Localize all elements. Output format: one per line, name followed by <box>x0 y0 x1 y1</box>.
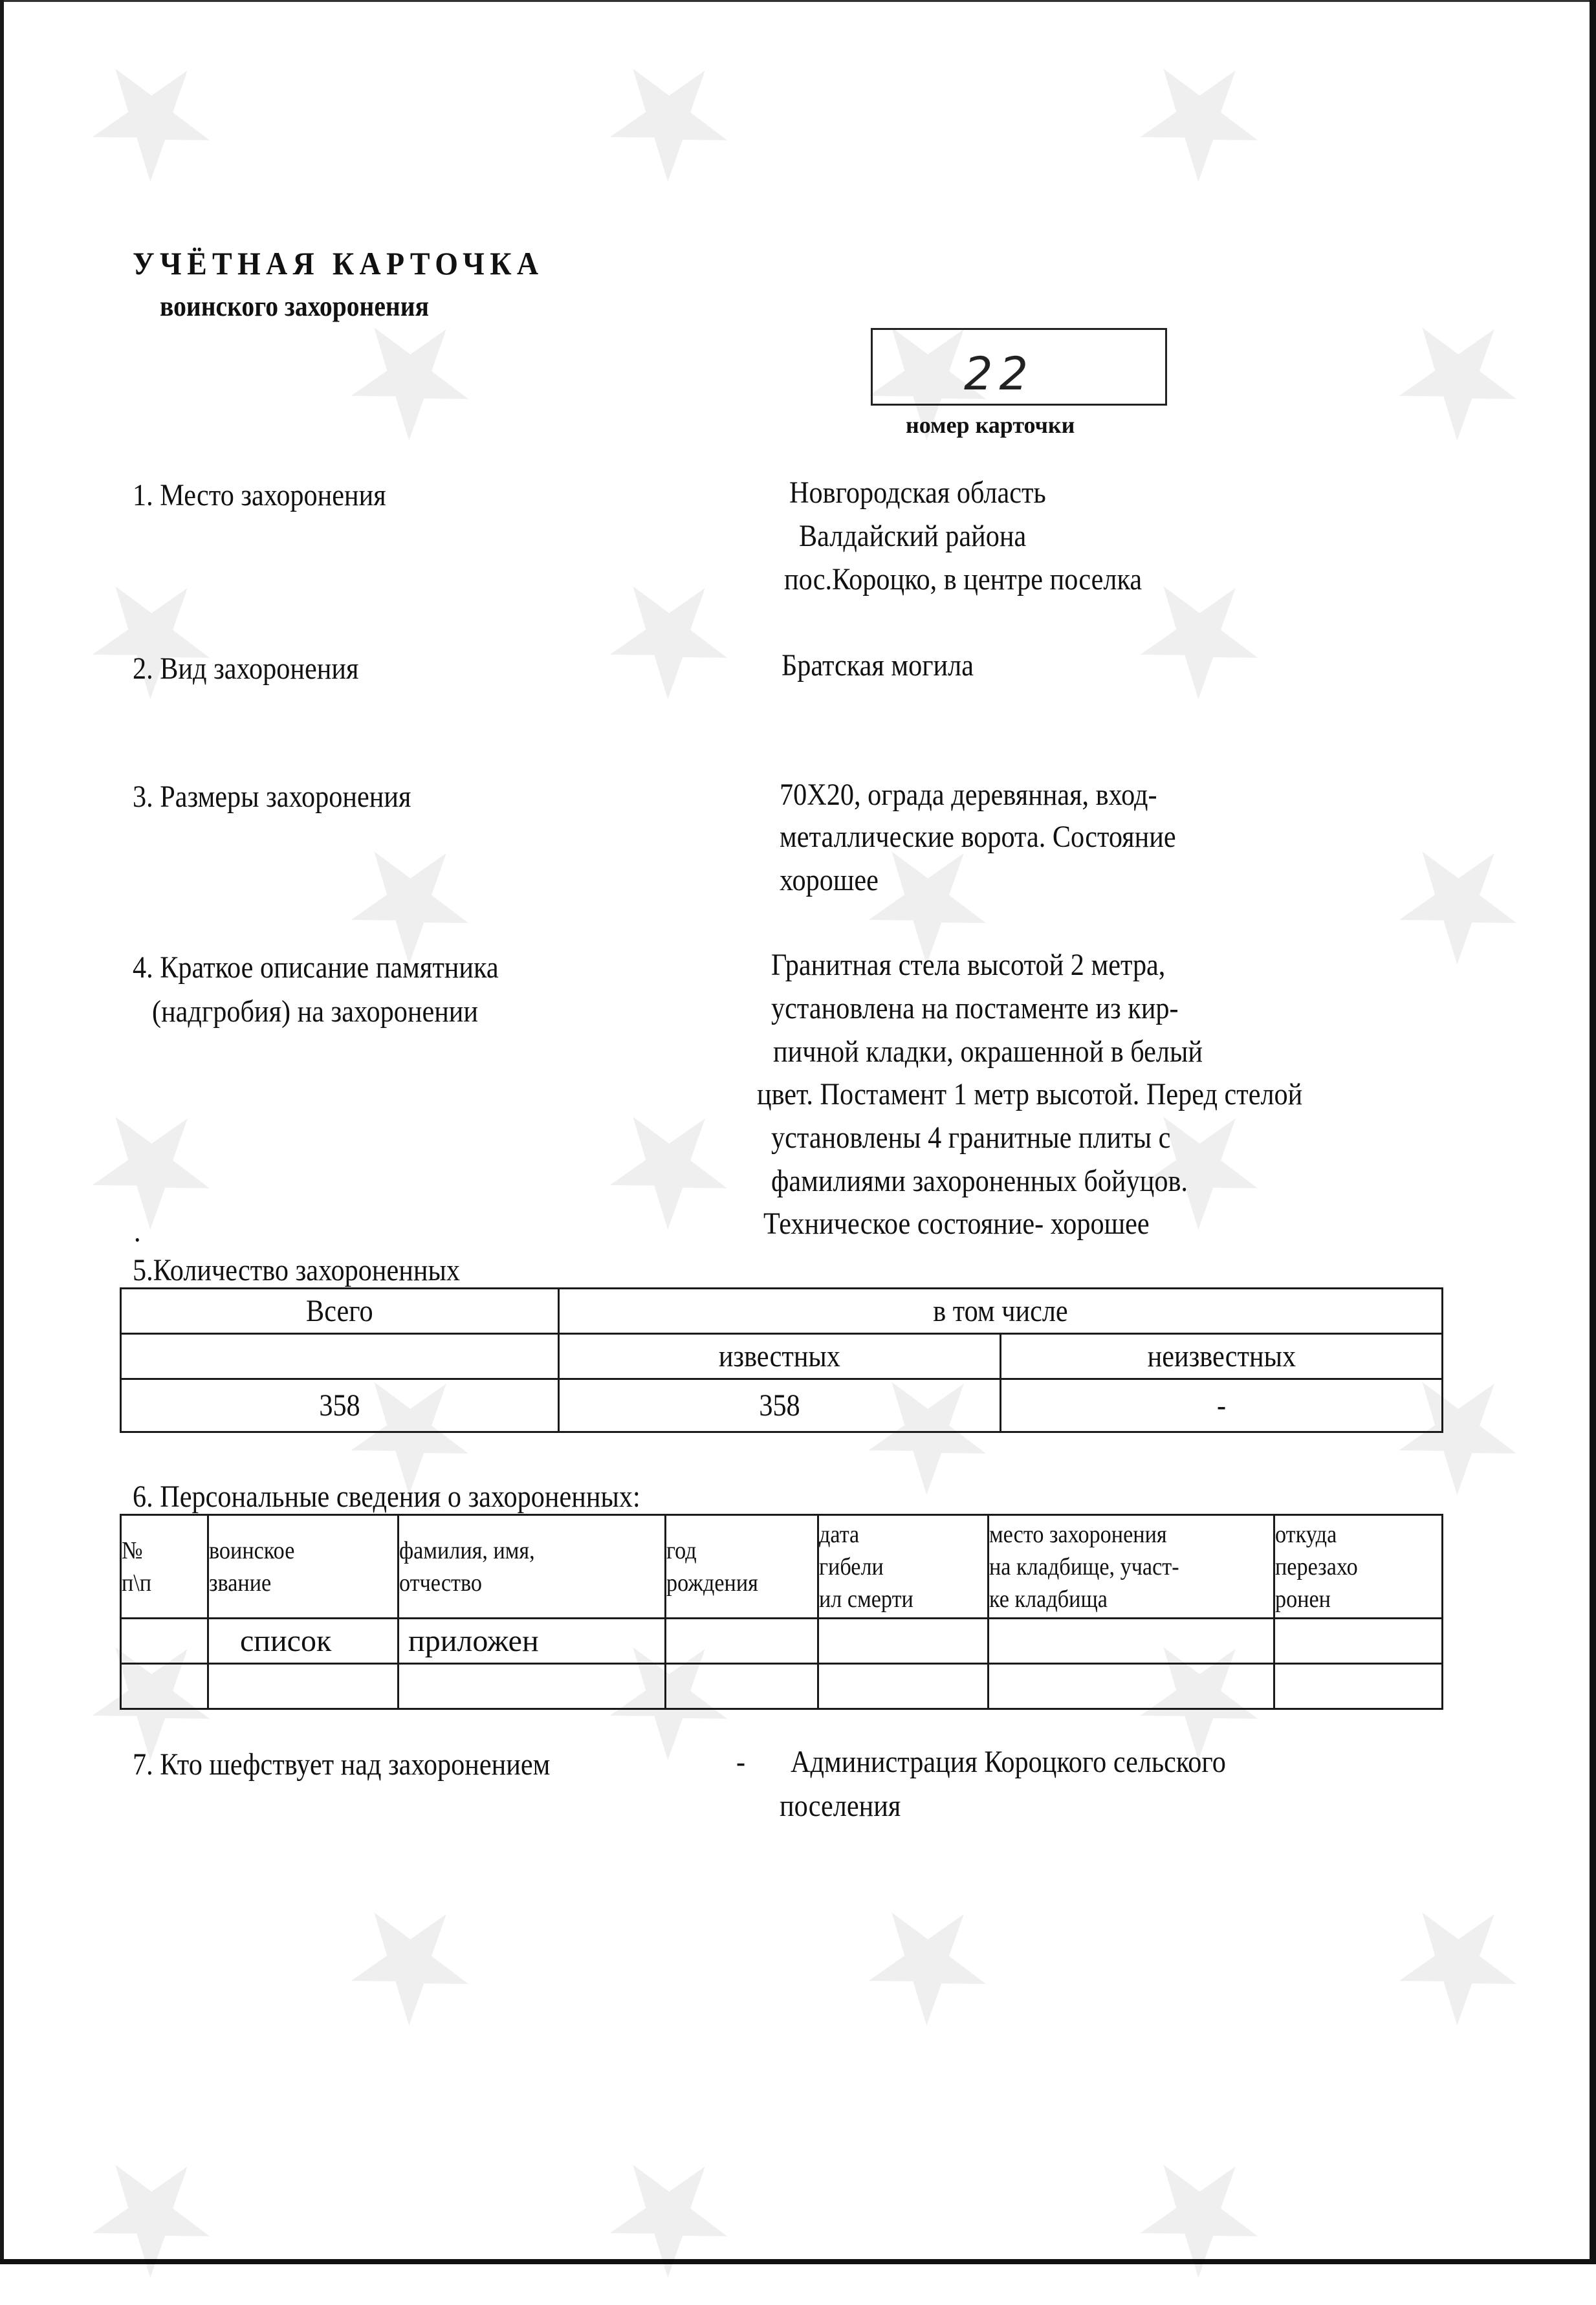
header-total: Всего <box>121 1289 559 1334</box>
section-4-value-line: Гранитная стела высотой 2 метра, <box>771 948 1166 982</box>
header-including: в том числе <box>559 1289 1443 1334</box>
table-cell: список <box>208 1619 399 1664</box>
scan-edge-right <box>1590 0 1596 2264</box>
table-cell <box>121 1619 208 1664</box>
table-cell <box>399 1664 666 1709</box>
star-logo-watermark-icon <box>318 1870 498 2051</box>
personal-info-table <box>120 1514 1443 1710</box>
star-logo-watermark-icon <box>59 2123 239 2303</box>
table-cell <box>208 1664 399 1709</box>
column-header: дата гибели ил смерти <box>818 1515 989 1619</box>
stray-mark: . <box>134 1214 141 1249</box>
section-3-label: 3. Размеры захоронения <box>133 780 411 814</box>
section-4-value-line: установлены 4 гранитные плиты с <box>771 1120 1171 1155</box>
star-logo-watermark-icon <box>576 27 757 207</box>
value-known: 358 <box>559 1379 1001 1432</box>
scan-edge-left <box>0 0 4 2264</box>
section-7-value-line: поселения <box>780 1789 901 1823</box>
star-logo-watermark-icon <box>1366 1870 1546 2051</box>
document-title: УЧЁТНАЯ КАРТОЧКА <box>133 245 544 281</box>
section-2-value-line: Братская могила <box>782 648 974 683</box>
section-4-label-line: (надгробия) на захоронении <box>152 994 479 1029</box>
section-5-label: 5.Количество захороненных <box>133 1253 460 1287</box>
column-header: год рождения <box>666 1515 818 1619</box>
table-cell <box>989 1619 1274 1664</box>
table-cell <box>989 1664 1274 1709</box>
section-4-value-line: фамилиями захороненных бойуцов. <box>771 1164 1188 1198</box>
section-4-value-line: цвет. Постамент 1 метр высотой. Перед стелой <box>757 1077 1303 1111</box>
section-1-value-line: Валдайский района <box>799 519 1027 553</box>
section-4-value-line: Техническое состояние- хорошее <box>763 1207 1150 1241</box>
section-1-value-line: пос.Короцко, в центре поселка <box>784 562 1142 596</box>
star-logo-watermark-icon <box>1107 2123 1287 2303</box>
table-cell: приложен <box>399 1619 666 1664</box>
value-total: 358 <box>121 1379 559 1432</box>
column-header: воинское звание <box>208 1515 399 1619</box>
header-known: известных <box>559 1334 1001 1379</box>
table-cell <box>818 1664 989 1709</box>
section-3-value-line: металлические ворота. Состояние <box>780 820 1176 854</box>
section-7-label: 7. Кто шефствует над захоронением <box>133 1747 551 1782</box>
section-1-value-line: Новгородская область <box>789 475 1046 510</box>
section-4-value-line: пичной кладки, окрашенной в белый <box>773 1034 1203 1069</box>
section-1-label: 1. Место захоронения <box>133 478 386 512</box>
star-logo-watermark-icon <box>59 1075 239 1255</box>
card-number-label: номер карточки <box>906 412 1075 438</box>
section-7-value-line: Администрация Короцкого сельского <box>791 1745 1226 1779</box>
section-4-label-line: 4. Краткое описание памятника <box>133 950 499 985</box>
section-3-value-line: 70Х20, ограда деревянная, вход- <box>780 778 1157 812</box>
column-header: место захоронения на кладбище, участ- ке кладбища <box>989 1515 1274 1619</box>
section-3-value-line: хорошее <box>780 863 879 897</box>
star-logo-watermark-icon <box>1366 809 1546 990</box>
table-cell <box>818 1619 989 1664</box>
section-4-value-line: установлена на постаменте из кир- <box>771 991 1179 1025</box>
column-header: откуда перезахо ронен <box>1274 1515 1443 1619</box>
star-logo-watermark-icon <box>1107 27 1287 207</box>
value-unknown: - <box>1001 1379 1443 1432</box>
column-header: фамилия, имя, отчество <box>399 1515 666 1619</box>
scan-edge-top <box>0 0 1596 2</box>
star-logo-watermark-icon <box>59 544 239 725</box>
star-logo-watermark-icon <box>576 1075 757 1255</box>
star-logo-watermark-icon <box>576 2123 757 2303</box>
table-cell <box>121 1664 208 1709</box>
section-2-label: 2. Вид захоронения <box>133 651 359 686</box>
document-subtitle: воинского захоронения <box>160 290 429 322</box>
table-cell <box>1274 1619 1443 1664</box>
star-logo-watermark-icon <box>576 544 757 725</box>
table-cell <box>666 1619 818 1664</box>
column-header: № п\п <box>121 1515 208 1619</box>
table-cell <box>666 1664 818 1709</box>
scan-edge-bottom <box>0 2259 1596 2264</box>
star-logo-watermark-icon <box>1366 285 1546 466</box>
card-number: 22 <box>964 347 1035 400</box>
burial-count-table <box>120 1287 1443 1433</box>
header-total-blank <box>121 1334 559 1379</box>
header-unknown: неизвестных <box>1001 1334 1443 1379</box>
section-7-dash: - <box>736 1745 746 1779</box>
section-6-label: 6. Персональные сведения о захороненных: <box>133 1480 640 1514</box>
star-logo-watermark-icon <box>59 27 239 207</box>
table-cell <box>1274 1664 1443 1709</box>
star-logo-watermark-icon <box>835 1870 1016 2051</box>
